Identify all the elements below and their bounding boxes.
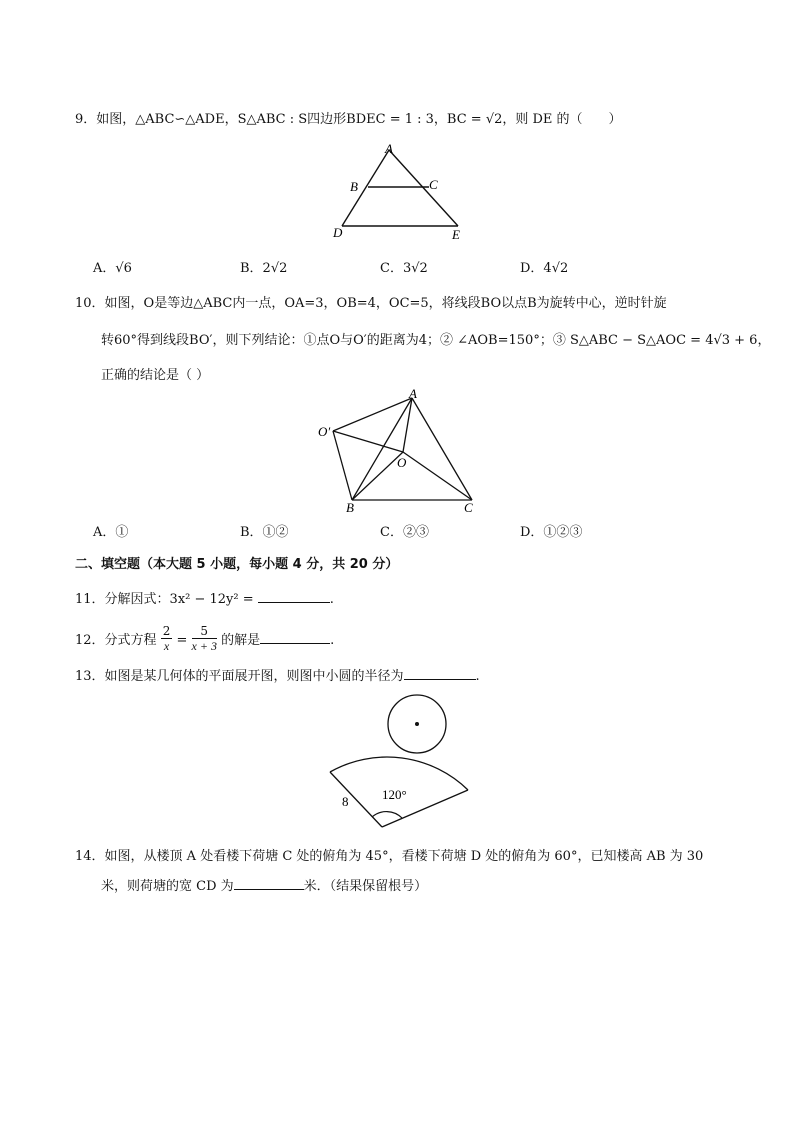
q14-answer-blank[interactable] [234, 876, 304, 890]
q9-option-b[interactable]: B．2√2 [240, 261, 288, 276]
q10-rotation-figure [312, 388, 492, 514]
q11-stem [75, 588, 334, 607]
q12-fraction-right [192, 624, 217, 653]
q11-text: 11．分解因式：3x² − 12y² = [75, 592, 258, 607]
q9-label-e: E [452, 227, 460, 242]
q14-text-b: 米．（结果保留根号） [303, 879, 428, 894]
q9-label-a: A [385, 141, 393, 156]
q14-stem-line1: 14．如图，从楼顶 A 处看楼下荷塘 C 处的俯角为 45°，看楼下荷塘 D 处的俯角为 60°，已知楼高 AB 为 30 [75, 849, 704, 864]
q13-end: . [475, 669, 480, 684]
q10-label-o-prime: O′ [318, 424, 331, 439]
section2-heading: 二、填空题（本大题 5 小题，每小题 4 分，共 20 分） [75, 557, 399, 572]
q12-fraction-left [161, 624, 173, 653]
q10-label-a: A [409, 388, 417, 401]
q10-option-b[interactable]: B．①② [240, 525, 289, 540]
q12-eq: = [176, 633, 188, 648]
q10-option-c[interactable]: C．②③ [380, 525, 429, 540]
q10-label-c: C [464, 500, 473, 514]
q13-label-angle: 120° [382, 787, 407, 802]
q12-den1: x [163, 639, 170, 653]
q10-stem-line2: 转60°得到线段BO′，则下列结论：①点O与O′的距离为4；② ∠AOB=150°；③ S△ABC − S△AOC = 4√3 + 6， [101, 333, 771, 348]
q10-option-d[interactable]: D．①②③ [520, 525, 583, 540]
q12-den2: x + 3 [191, 639, 217, 653]
q10-label-b: B [346, 500, 354, 514]
q9-label-d: D [333, 225, 343, 240]
q13-stem [75, 665, 480, 684]
q9-label-c: C [429, 177, 438, 192]
q9-triangle-figure [325, 140, 475, 242]
q9-option-d[interactable]: D．4√2 [520, 261, 569, 276]
q11-answer-blank[interactable] [258, 589, 330, 603]
q13-label-slant: 8 [342, 794, 349, 809]
q13-answer-blank[interactable] [404, 666, 476, 680]
q13-text: 13．如图是某几何体的平面展开图，则图中小圆的半径为 [75, 669, 404, 684]
q12-prefix: 12．分式方程 [75, 633, 157, 648]
q12-num1: 2 [162, 624, 171, 638]
q9-stem: 9．如图，△ABC∽△ADE，S△ABC : S四边形BDEC = 1 : 3，BC = √2，则 DE 的（ ） [75, 112, 622, 127]
q14-stem-line2 [101, 875, 427, 894]
q10-option-a[interactable]: A．① [93, 525, 129, 540]
q9-option-c[interactable]: C．3√2 [380, 261, 428, 276]
q12-suffix: 的解是 [221, 633, 261, 648]
q10-stem-line3: 正确的结论是（ ） [101, 368, 210, 383]
q12-num2: 5 [192, 624, 217, 639]
q14-text-a: 米，则荷塘的宽 CD 为 [101, 879, 234, 894]
q12-end: . [330, 633, 335, 648]
q11-end: . [329, 592, 334, 607]
q13-net-figure [320, 692, 500, 834]
q9-option-a[interactable]: A．√6 [93, 261, 132, 276]
q9-label-b: B [350, 179, 358, 194]
q12-stem [75, 626, 334, 655]
q10-stem-line1: 10．如图，O是等边△ABC内一点，OA=3，OB=4，OC=5，将线段BO以点B为旋转中心，逆时针旋 [75, 296, 667, 311]
q12-answer-blank[interactable] [260, 630, 330, 644]
q10-label-o: O [397, 455, 407, 470]
